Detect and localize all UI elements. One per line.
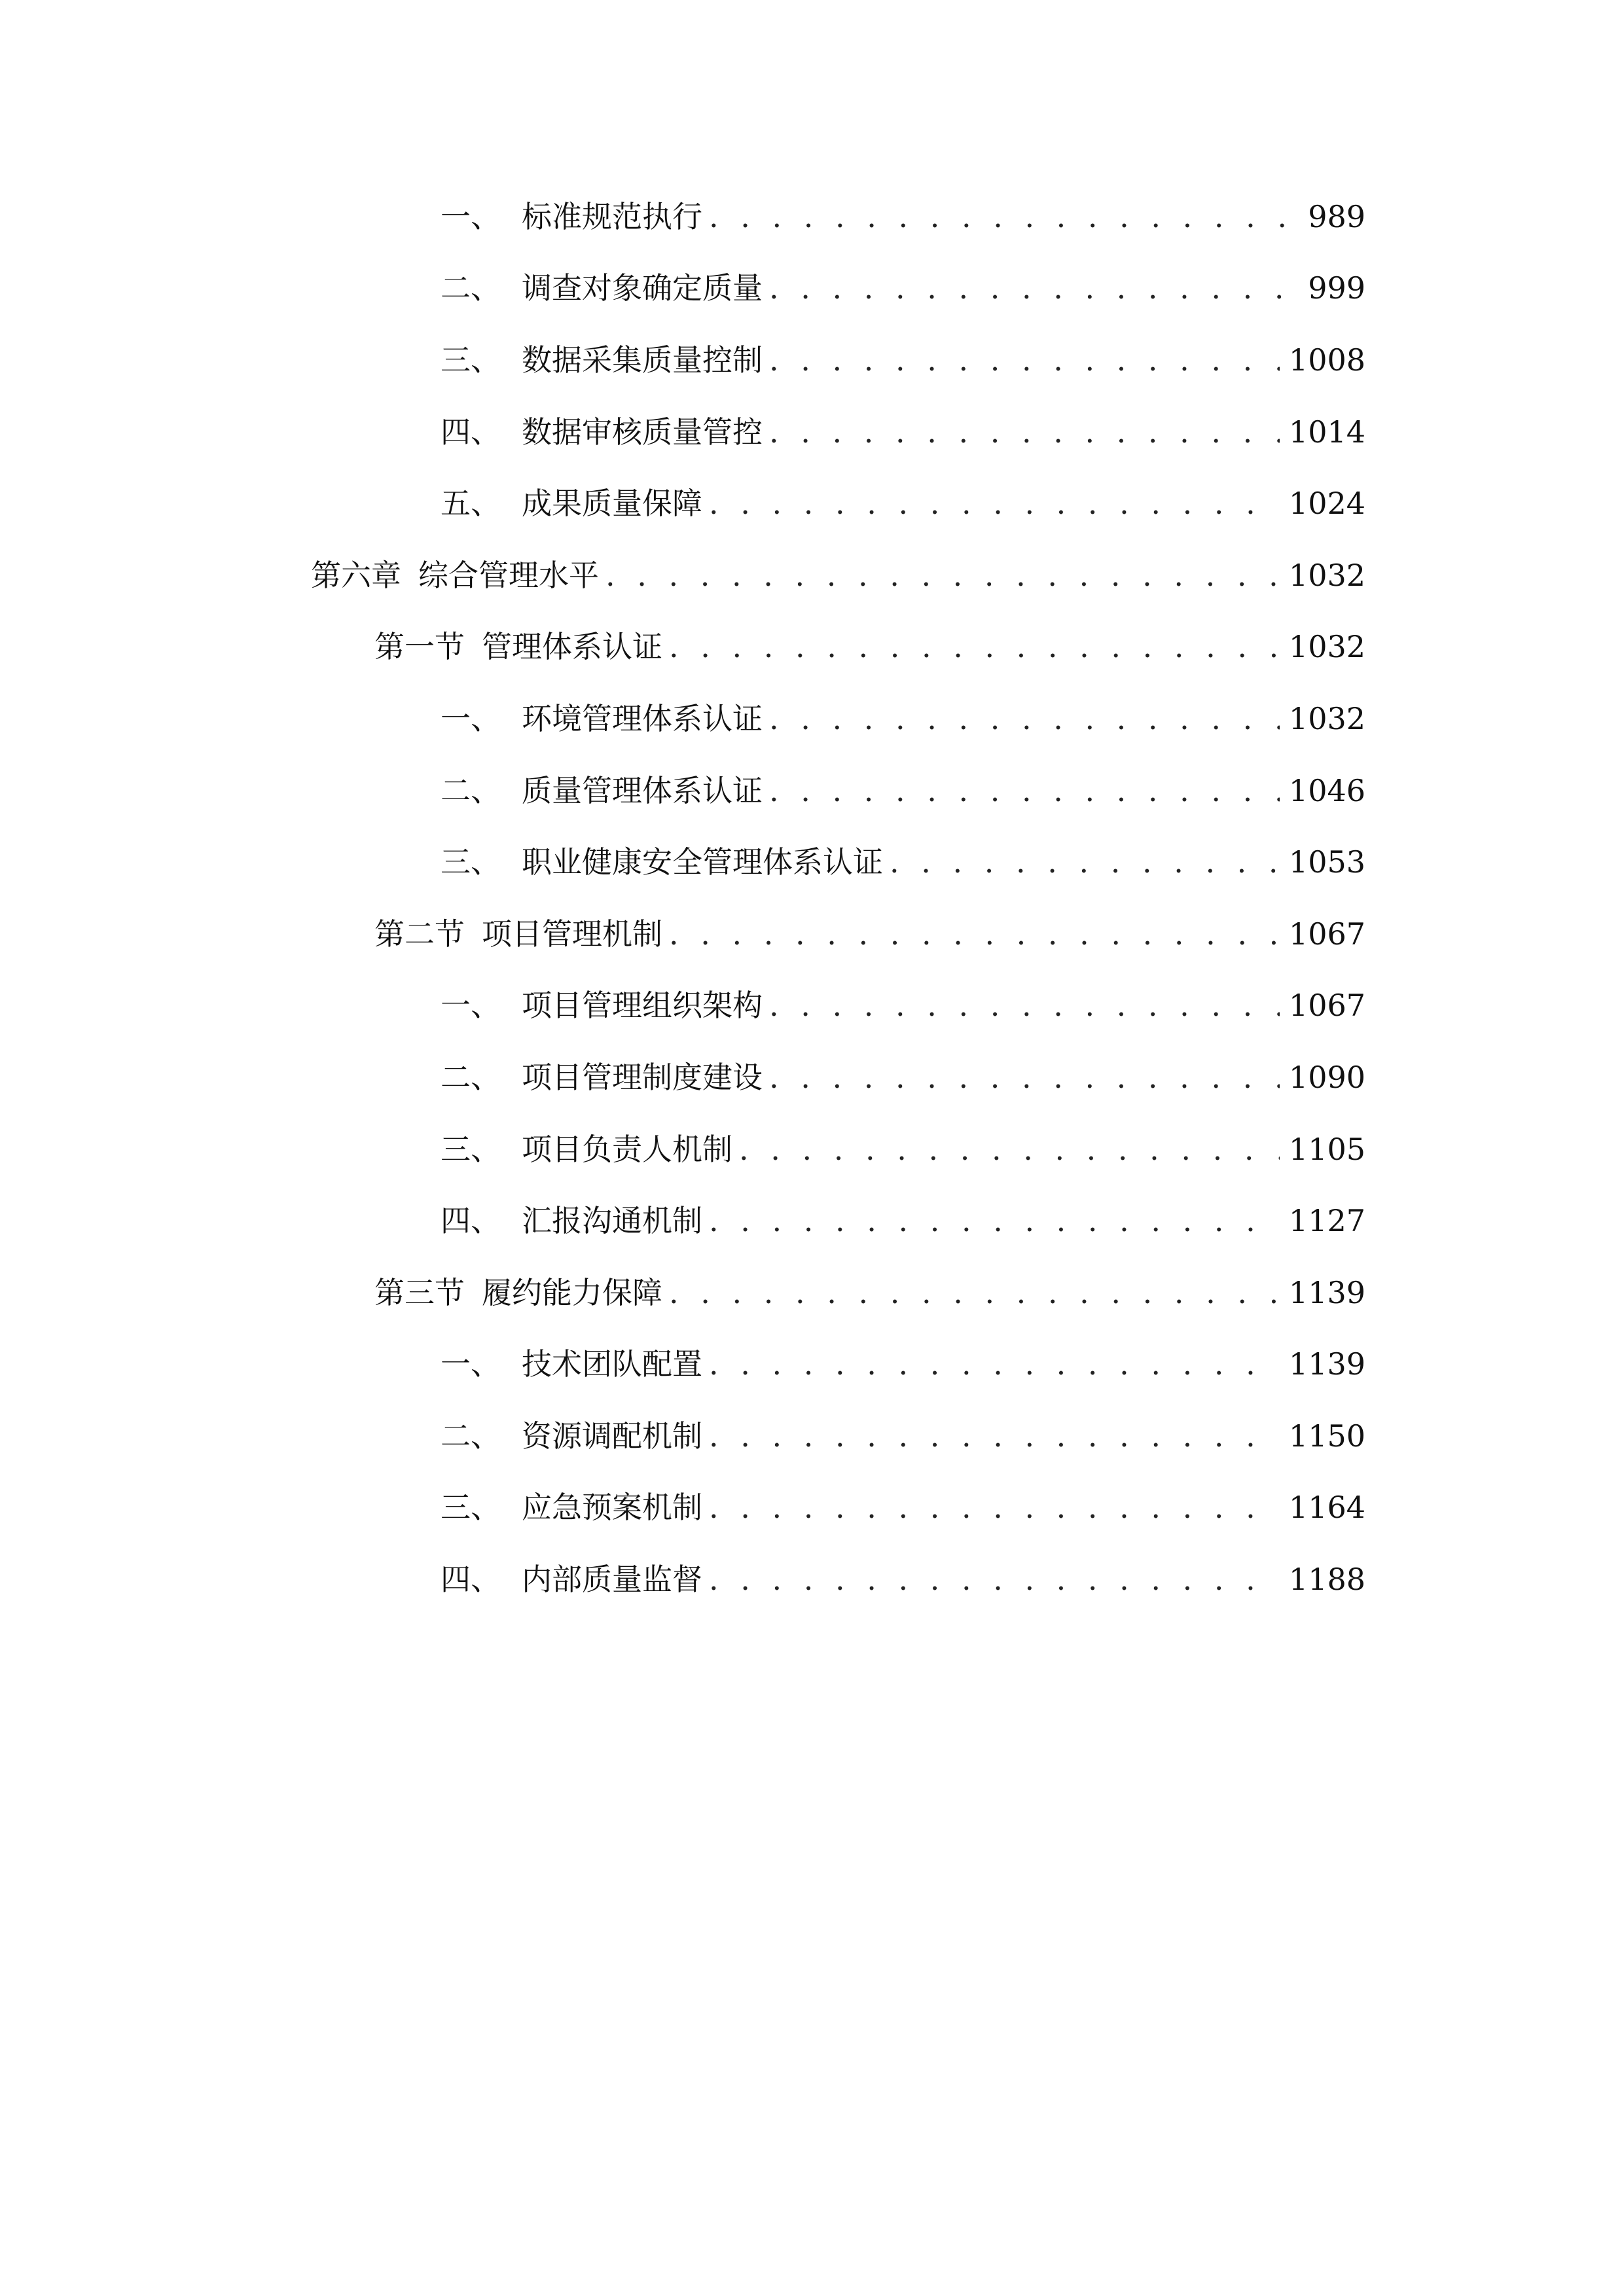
dot-leader [605,560,1280,590]
toc-entry-title: 内部质量监督 [522,1562,702,1598]
dot-leader [709,488,1280,518]
toc-entry[interactable] [0,467,1624,539]
toc-section-entry[interactable] [0,1257,1624,1329]
toc-entry-number: 一、 [441,1346,501,1382]
toc-entry-number: 三、 [441,1490,501,1526]
toc-entry[interactable] [0,1113,1624,1185]
toc-entry-number: 四、 [441,1203,501,1239]
toc-entry-page-number: 1188 [1288,1562,1365,1598]
toc-entry[interactable] [0,396,1624,468]
toc-entry-title: 环境管理体系认证 [522,700,763,736]
toc-entry[interactable] [0,181,1624,253]
toc-entry[interactable] [0,1041,1624,1113]
toc-entry-title: 成果质量保障 [522,486,702,522]
toc-entry-number: 五、 [441,486,501,522]
dot-leader [709,1349,1280,1379]
toc-entry-page-number: 999 [1308,270,1365,306]
toc-entry-page-number: 989 [1308,198,1365,234]
dot-leader [709,1421,1280,1451]
toc-entry-page-number: 1139 [1288,1346,1365,1382]
toc-chapter-number: 第六章 [311,557,401,593]
toc-entry-title: 汇报沟通机制 [522,1203,702,1239]
toc-entry-page-number: 1032 [1288,700,1365,736]
toc-chapter-entry[interactable] [0,539,1624,611]
toc-entry-number: 三、 [441,342,501,378]
toc-section-title: 项目管理机制 [482,916,662,952]
toc-entry[interactable] [0,253,1624,325]
toc-entry-title: 项目管理制度建设 [522,1059,763,1095]
toc-entry-page-number: 1008 [1288,342,1365,378]
dot-leader [709,1492,1280,1522]
toc-entry-page-number: 1053 [1288,844,1365,880]
toc-entry-number: 四、 [441,1562,501,1598]
toc-section-entry[interactable] [0,898,1624,970]
toc-entry-title: 调查对象确定质量 [522,270,763,306]
toc-entry-page-number: 1090 [1288,1059,1365,1095]
toc-entry-number: 一、 [441,198,501,234]
toc-section-title: 管理体系认证 [482,629,662,665]
toc-entry-number: 四、 [441,414,501,450]
toc-entry-number: 二、 [441,1059,501,1095]
toc-entry-title: 职业健康安全管理体系认证 [522,844,883,880]
dot-leader [769,776,1280,806]
toc-entry-page-number: 1032 [1288,557,1365,593]
toc-entry-page-number: 1067 [1288,916,1365,952]
dot-leader [709,202,1299,232]
dot-leader [769,704,1280,734]
toc-entry-page-number: 1127 [1288,1203,1365,1239]
toc-entry-page-number: 1164 [1288,1490,1365,1526]
toc-entry-page-number: 1150 [1288,1418,1365,1454]
toc-entry-title: 技术团队配置 [522,1346,702,1382]
toc-chapter-title: 综合管理水平 [418,557,599,593]
toc-entry[interactable] [0,1185,1624,1257]
dot-leader [769,273,1299,303]
toc-entry[interactable] [0,1329,1624,1401]
dot-leader [709,1564,1280,1594]
toc-entry-number: 一、 [441,988,501,1024]
toc-entry-title: 应急预案机制 [522,1490,702,1526]
toc-entry-number: 一、 [441,700,501,736]
toc-entry-title: 数据采集质量控制 [522,342,763,378]
toc-entry[interactable] [0,1472,1624,1544]
toc-entry-title: 资源调配机制 [522,1418,702,1454]
dot-leader [890,847,1280,877]
toc-entry-page-number: 1139 [1288,1274,1365,1310]
toc-entry[interactable] [0,324,1624,396]
toc-entry-page-number: 1046 [1288,772,1365,808]
toc-entry[interactable] [0,755,1624,827]
toc-entry[interactable] [0,683,1624,755]
toc-entry[interactable] [0,1400,1624,1472]
dot-leader [769,1062,1280,1092]
dot-leader [709,1206,1280,1236]
toc-entry[interactable] [0,970,1624,1042]
toc-entry-number: 二、 [441,772,501,808]
toc-entry-title: 标准规范执行 [522,198,702,234]
toc-section-entry[interactable] [0,611,1624,683]
dot-leader [769,417,1280,447]
toc-entry-number: 二、 [441,270,501,306]
toc-entry[interactable] [0,1543,1624,1615]
toc-section-number: 第三节 [374,1274,465,1310]
toc-entry-page-number: 1067 [1288,988,1365,1024]
toc-entry-page-number: 1032 [1288,629,1365,665]
toc-entry-page-number: 1105 [1288,1131,1365,1167]
dot-leader [769,345,1280,375]
toc-entry-page-number: 1014 [1288,414,1365,450]
toc-section-title: 履约能力保障 [482,1274,662,1310]
dot-leader [739,1134,1280,1164]
dot-leader [669,632,1280,662]
toc-entry[interactable] [0,826,1624,898]
toc-entry-title: 质量管理体系认证 [522,772,763,808]
toc-entry-number: 三、 [441,1131,501,1167]
toc-entry-number: 三、 [441,844,501,880]
toc-section-number: 第一节 [374,629,465,665]
toc-section-number: 第二节 [374,916,465,952]
dot-leader [669,919,1280,949]
toc-entry-title: 数据审核质量管控 [522,414,763,450]
toc-entry-page-number: 1024 [1288,486,1365,522]
table-of-contents [0,181,1624,1615]
toc-entry-number: 二、 [441,1418,501,1454]
toc-entry-title: 项目负责人机制 [522,1131,732,1167]
toc-entry-title: 项目管理组织架构 [522,988,763,1024]
dot-leader [669,1278,1280,1308]
dot-leader [769,990,1280,1020]
